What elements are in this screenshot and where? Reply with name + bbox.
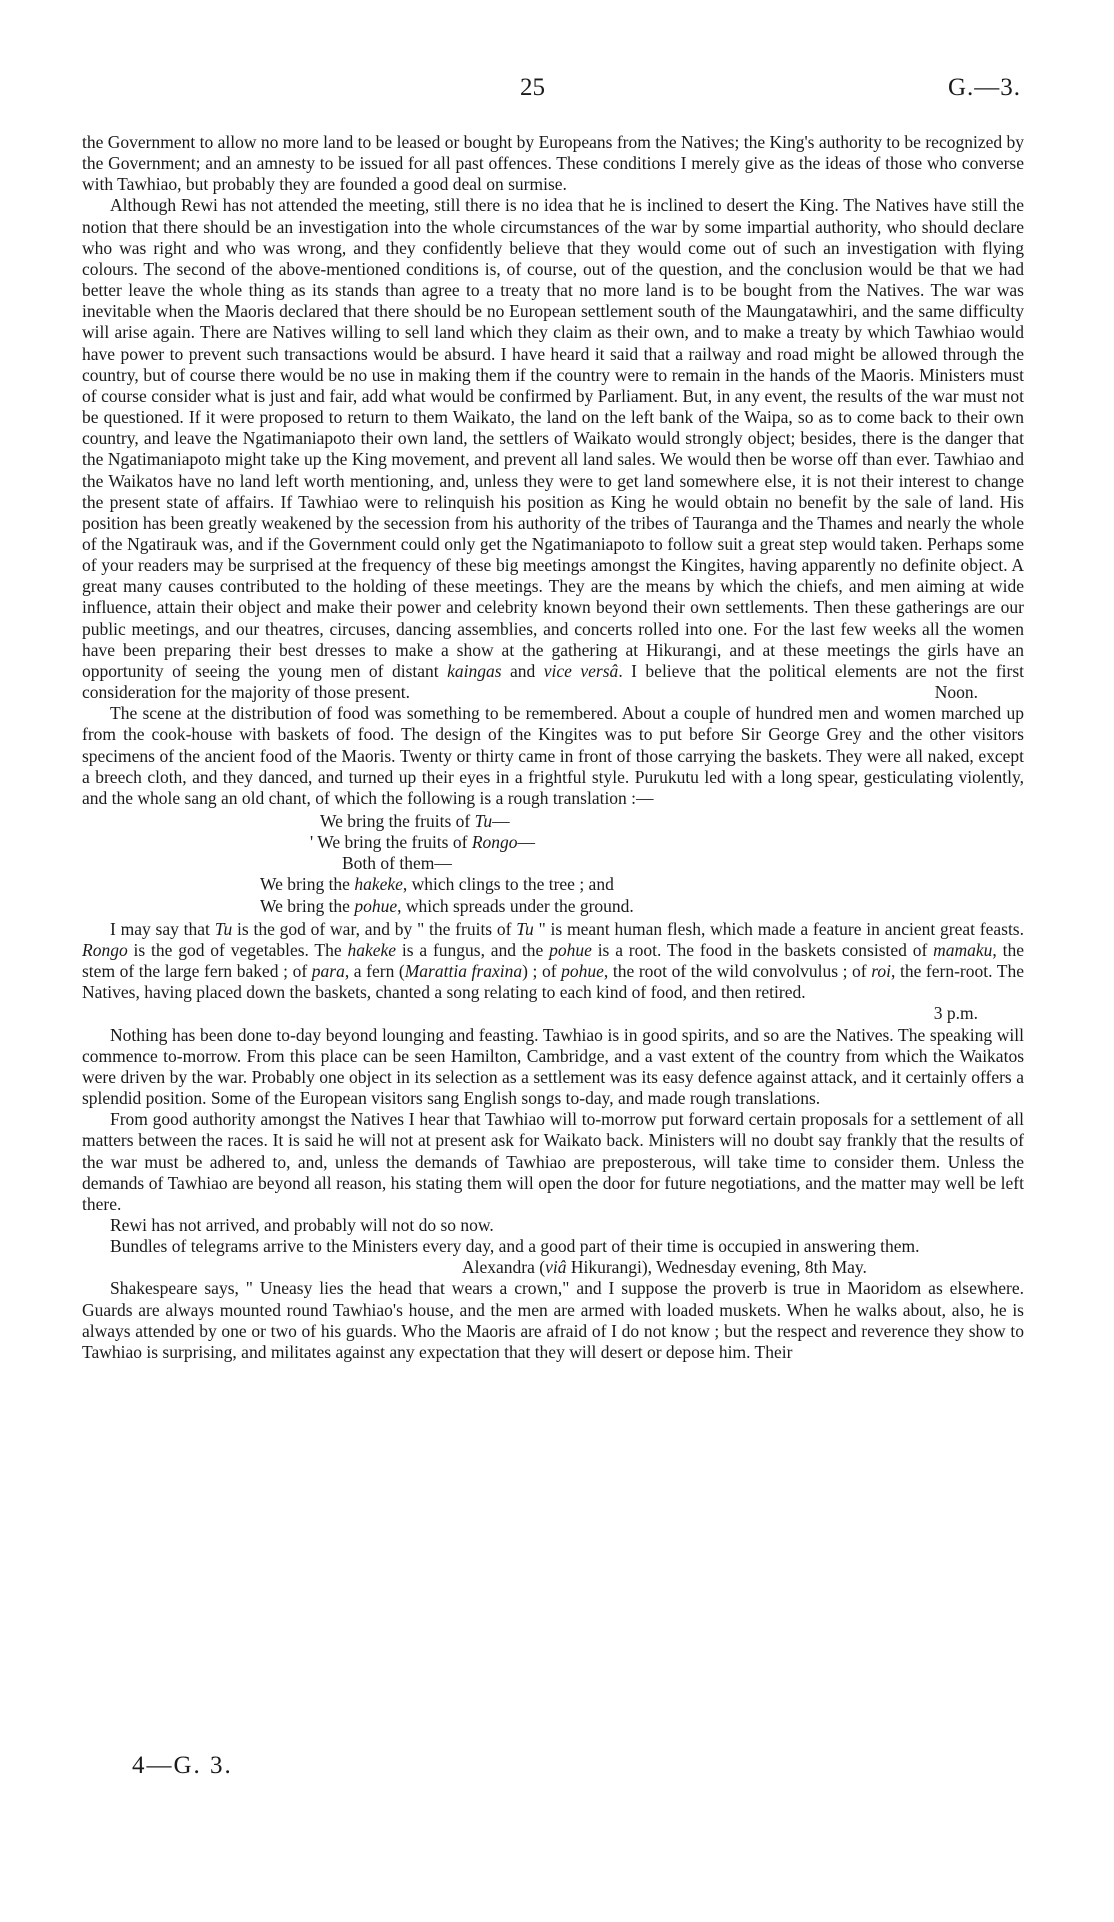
paragraph — [82, 195, 1024, 703]
verse-line: Both of them— — [342, 853, 452, 874]
paragraph: From good authority amongst the Natives I hear that Tawhiao will to-morrow put forward certain proposals for a settlement of all matters between the races. It is said he will not at present ask for Waikato back. Ministers will no doubt say frankly that the results of the war must be adhered to, and, unless the demands of Tawhiao are preposterous, will take time to consider them. Unless the demands of Tawhiao are beyond all reason, his stating them will open the door for future negotiations, and the matter may well be left there. — [82, 1109, 1024, 1214]
time-stamp-3pm: 3 p.m. — [933, 1003, 978, 1024]
paragraph: Nothing has been done to-day beyond lounging and feasting. Tawhiao is in good spirits, and so are the Natives. The speaking will commence to-morrow. From this place can be seen Hamilton, Cambridge, and a vast extent of the country from which the Waikatos were driven by the war. Probably one object in its selection as a settlement was its easy defence against attack, and it certainly offers a splendid position. Some of the European visitors sang English songs to-day, and made rough translations. — [82, 1024, 1024, 1109]
paragraph-text: and — [510, 660, 536, 681]
document-reference: G.—3. — [947, 74, 1021, 101]
page-number: 25 — [520, 74, 545, 101]
paragraph: I may say that Tu is the god of war, and by " the fruits of Tu " is meant human flesh, which made a feature in ancient great feasts. Rongo is the god of vegetables. The hakeke is a fungus, and the pohue is a root. The food in the baskets consisted of mamaku, the stem of the large fern baked ; of para, a fern (Marattia fraxina) ; of pohue, the root of the wild convolvulus ; of roi, the fern-root. The Natives, having placed down the baskets, chanted a song relating to each kind of food, and then retired. — [82, 918, 1024, 1003]
paragraph: Rewi has not arrived, and probably will not do so now. — [110, 1214, 494, 1235]
verse-line: We bring the fruits of Tu— — [320, 811, 510, 831]
paragraph: the Government to allow no more land to be leased or bought by Europeans from the Natives; the King's authority to be recognized by the Government; and an amnesty to be issued for all past offences. These conditions I merely give as the ideas of those who converse with Tawhiao, but probably they are founded a good deal on surmise. — [82, 132, 1024, 195]
paragraph: The scene at the distribution of food was something to be remembered. About a couple of hundred men and women marched up from the cook-house with baskets of food. The design of the Kingites was to put before Sir George Grey and the other visitors specimens of the ancient food of the Maoris. Twenty or thirty came in front of those carrying the baskets. They were all naked, except a breech cloth, and they danced, and turned up their eyes in a frightful style. Purukutu led with a long spear, gesticulating violently, and the whole sang an old chant, of which the following is a rough translation :— — [82, 703, 1024, 808]
paragraph: Shakespeare says, " Uneasy lies the head that wears a crown," and I suppose the proverb is true in Maoridom as elsewhere. Guards are always mounted round Tawhiao's house, and the men are armed with loaded muskets. When he walks about, also, he is always attended by one or two of his guards. Who the Maoris are afraid of I do not know ; but the respect and reverence they show to Tawhiao is surprising, and militates against any expectation that they will desert or depose him. Their — [82, 1278, 1024, 1362]
verse-line: ' We bring the fruits of Rongo— — [310, 832, 536, 853]
verse-line: We bring the pohue, which spreads under the ground. — [260, 895, 634, 916]
paragraph: Bundles of telegrams arrive to the Ministers every day, and a good part of their time is occupied in answering them. — [110, 1236, 920, 1257]
paragraph-text: . I believe that the political elements are not the first consideration for the majority of those present. — [82, 660, 1025, 703]
latin-phrase: vice versâ — [543, 660, 619, 681]
verse-line: We bring the hakeke, which clings to the tree ; and — [260, 874, 614, 895]
article-body — [82, 132, 1024, 1363]
time-stamp-noon: Noon. — [934, 682, 978, 703]
signature-reference: 4—G. 3. — [132, 1752, 233, 1779]
page-header — [0, 74, 1114, 104]
dateline: Alexandra (viâ Hikurangi), Wednesday evening, 8th May. — [462, 1257, 867, 1278]
chant-verse — [82, 811, 1024, 917]
paragraph-text: Although Rewi has not attended the meeting, still there is no idea that he is inclined to desert the King. The Natives have still the notion that there should be an investigation into the whole circumstances of the war by some impartial authority, who should declare who was right and who was wrong, and they confidently believe that they would come out of such an investigation with flying colours. The second of the above-mentioned conditions is, of course, out of the question, and the conclusion would be that we had better leave the whole thing as its stands than agree to a treaty that no more land is to be bought from the Natives. The war was inevitable when the Maoris declared that there should be no European settlement south of the Maungatawhiri, and the same difficulty will arise again. There are Natives willing to sell land which they claim as their own, and to make a treaty by which Tawhiao would have power to prevent such transactions would be absurd. I have heard it said that a railway and road might be allowed through the country, but of course there would be no use in making them if the country were to remain in the hands of the Maoris. Ministers must of course consider what is just and fair, add what would be confirmed by Parliament. But, in any event, the results of the war must not be questioned. If it were proposed to return to them Waikato, the land on the left bank of the Waipa, so as to come back to their own country, and leave the Ngatimaniapoto their own land, the settlers of Waikato would strongly object; besides, there is the danger that the Ngatimaniapoto might take up the King movement, and prevent all land sales. We would then be worse off than ever. Tawhiao and the Waikatos have no land left worth mentioning, and, unless they were to get land somewhere else, it is not their interest to change the present state of affairs. If Tawhiao were to relinquish his position as King he would obtain no benefit by the sale of land. His position has been greatly weakened by the secession from his authority of the tribes of Tauranga and the Thames and nearly the whole of the Ngatirauk was, and if the Government could only get the Ngatimaniapoto to follow suit a great step would taken. Perhaps some of your readers may be surprised at the frequency of these big meetings amongst the Kingites, having apparently no definite object. A great many causes contributed to the holding of these meetings. They are the means by which the chiefs, and men aiming at wide influence, attain their object and make their power and celebrity known beyond their own settlements. Then these gatherings are our public meetings, and our theatres, circuses, dancing assemblies, and concerts rolled into one. For the last few weeks all the women have been preparing their best dresses to make a show at the gathering at Hikurangi, and at these meetings the girls have an opportunity of seeing the young men of distant — [82, 195, 1024, 681]
maori-term: kaingas — [447, 660, 502, 681]
